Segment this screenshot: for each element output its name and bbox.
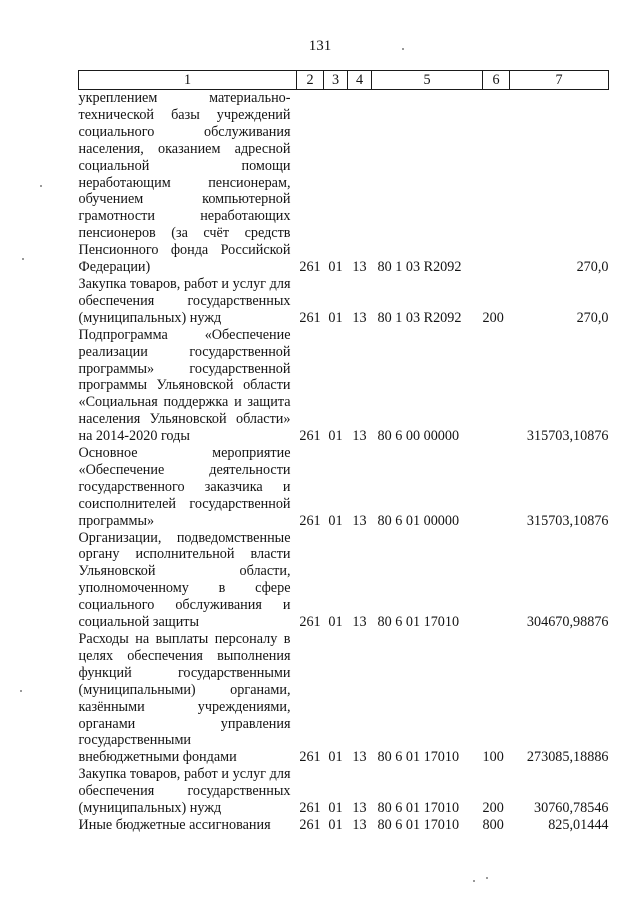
row-csr: 80 6 01 17010 (377, 800, 460, 817)
row-vr (483, 445, 510, 530)
header-col-4: 4 (348, 71, 372, 90)
row-csr: 80 6 01 00000 (377, 512, 460, 529)
header-row (79, 71, 609, 90)
row-pr: 13 (352, 512, 367, 529)
row-pr: 13 (352, 816, 367, 833)
row-pr: 13 (352, 259, 367, 276)
table-row (79, 631, 609, 766)
row-sum: 270,0 (576, 259, 609, 276)
row-csr: 80 6 01 17010 (377, 749, 460, 766)
row-gr: 261 (299, 614, 321, 631)
row-vr (483, 90, 510, 276)
row-name: Закупка товаров, работ и услуг для обеспечения государственных (муниципальных) нужд (78, 275, 291, 326)
budget-table (78, 70, 609, 834)
row-name: Подпрограмма «Обеспечение реализации государственной программы» государственной программы Ульяновской области «Социальная поддержка и защита населения Ульяновской области» на 2014-2020 годы (78, 326, 291, 445)
table-row (79, 276, 609, 327)
row-gr: 261 (299, 259, 321, 276)
row-csr: 80 6 01 17010 (377, 614, 460, 631)
row-rz: 01 (328, 259, 343, 276)
row-sum: 30760,78546 (534, 800, 609, 817)
row-rz: 01 (328, 800, 343, 817)
table-row (79, 766, 609, 817)
table-row (79, 817, 609, 834)
header-col-3: 3 (324, 71, 348, 90)
row-csr: 80 1 03 R2092 (377, 259, 462, 276)
row-gr: 261 (299, 309, 321, 326)
row-name: Основное мероприятие «Обеспечение деятельности государственного заказчика и соисполнителей государственной программы» (78, 445, 291, 529)
scan-speck (402, 48, 404, 50)
row-sum: 315703,10876 (526, 512, 609, 529)
header-col-2: 2 (297, 71, 324, 90)
header-col-7: 7 (510, 71, 609, 90)
row-csr: 80 6 01 17010 (377, 816, 460, 833)
row-vr: 200 (482, 800, 504, 817)
scan-speck (473, 880, 475, 882)
row-csr: 80 1 03 R2092 (377, 309, 462, 326)
row-pr: 13 (352, 309, 367, 326)
row-rz: 01 (328, 428, 343, 445)
row-csr: 80 6 00 00000 (377, 428, 460, 445)
table-header (79, 71, 609, 90)
row-gr: 261 (299, 428, 321, 445)
row-sum: 270,0 (576, 309, 609, 326)
row-vr: 200 (482, 309, 504, 326)
row-rz: 01 (328, 614, 343, 631)
row-vr (483, 530, 510, 631)
table-body (79, 90, 609, 834)
row-gr: 261 (299, 512, 321, 529)
table-row (79, 445, 609, 530)
header-col-6: 6 (483, 71, 510, 90)
row-name: Закупка товаров, работ и услуг для обеспечения государственных (муниципальных) нужд (78, 766, 291, 817)
table-row (79, 530, 609, 631)
row-sum: 273085,18886 (526, 749, 609, 766)
scan-speck (486, 877, 488, 879)
scan-speck (22, 258, 24, 260)
row-sum: 304670,98876 (526, 614, 609, 631)
row-pr: 13 (352, 614, 367, 631)
row-rz: 01 (328, 309, 343, 326)
row-name: Расходы на выплаты персоналу в целях обеспечения выполнения функций государственными (муниципальными) органами, казёнными учреждениями, органами управления государственными внебюджетными фондами (78, 631, 291, 766)
row-vr (483, 327, 510, 445)
row-rz: 01 (328, 749, 343, 766)
scan-speck (20, 690, 22, 692)
row-rz: 01 (328, 816, 343, 833)
row-gr: 261 (299, 749, 321, 766)
table-row (79, 90, 609, 276)
row-gr: 261 (299, 800, 321, 817)
page-number: 131 (308, 38, 332, 54)
row-sum: 315703,10876 (526, 428, 609, 445)
header-col-1: 1 (79, 71, 297, 90)
row-pr: 13 (352, 749, 367, 766)
row-pr: 13 (352, 800, 367, 817)
row-rz: 01 (328, 512, 343, 529)
table-row (79, 327, 609, 445)
row-sum: 825,01444 (548, 816, 609, 833)
header-col-5: 5 (372, 71, 483, 90)
row-gr: 261 (299, 816, 321, 833)
row-vr: 100 (482, 749, 504, 766)
row-pr: 13 (352, 428, 367, 445)
row-name: Организации, подведомственные органу исполнительной власти Ульяновской области, уполномоченному в сфере социального обслуживания и социальной защиты (78, 529, 291, 631)
row-name: укреплением материально-технической базы учреждений социального обслуживания населения, оказанием адресной социальной помощи неработающим пенсионерам, обучением компьютерной грамотности неработающих пенсионеров (за счёт средств Пенсионного фонда Российской Федерации) (78, 90, 291, 276)
scan-speck (40, 185, 42, 187)
row-vr: 800 (482, 816, 504, 833)
row-name: Иные бюджетные ассигнования (78, 816, 271, 833)
